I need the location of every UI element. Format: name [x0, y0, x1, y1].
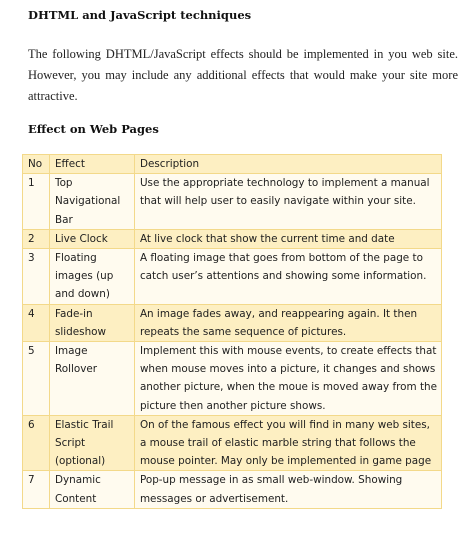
cell-effect: Top Navigational Bar: [49, 174, 134, 230]
section-title: Effect on Web Pages: [28, 122, 159, 136]
header-effect: Effect: [49, 155, 134, 174]
cell-no: 6: [23, 415, 50, 471]
table-row: [23, 342, 442, 416]
cell-description: An image fades away, and reappearing again. It then repeats the same sequence of pictures.: [134, 304, 441, 341]
effects-table: [22, 154, 442, 509]
intro-paragraph: The following DHTML/JavaScript effects should be implemented in you web site. However, you may include any additional effects that would make your site more attractive.: [28, 47, 458, 103]
cell-effect: Live Clock: [49, 229, 134, 248]
cell-description: On of the famous effect you will find in many web sites, a mouse trail of elastic marble string that follows the mouse pointer. May only be implemented in game page: [134, 415, 441, 471]
cell-effect: Dynamic Content: [49, 471, 134, 508]
cell-no: 4: [23, 304, 50, 341]
cell-description: At live clock that show the current time and date: [134, 229, 441, 248]
cell-description: Implement this with mouse events, to create effects that when mouse moves into a picture, it changes and shows another picture, when the moue is moved away from the picture then another picture shows.: [134, 342, 441, 416]
cell-description: Use the appropriate technology to implement a manual that will help user to easily navigate within your site.: [134, 174, 441, 230]
table-row: [23, 229, 442, 248]
header-no: No: [23, 155, 50, 174]
table-row: [23, 471, 442, 508]
table-row: [23, 304, 442, 341]
cell-no: 7: [23, 471, 50, 508]
cell-no: 2: [23, 229, 50, 248]
cell-no: 3: [23, 249, 50, 305]
cell-description: A floating image that goes from bottom of the page to catch user’s attentions and showing some information.: [134, 249, 441, 305]
table-row: [23, 249, 442, 305]
cell-effect: Fade-in slideshow: [49, 304, 134, 341]
cell-effect: Floating images (up and down): [49, 249, 134, 305]
cell-effect: Elastic Trail Script (optional): [49, 415, 134, 471]
cell-description: Pop-up message in as small web-window. Showing messages or advertisement.: [134, 471, 441, 508]
header-description: Description: [134, 155, 441, 174]
table-row: [23, 174, 442, 230]
cell-no: 5: [23, 342, 50, 416]
cell-no: 1: [23, 174, 50, 230]
document-title: DHTML and JavaScript techniques: [28, 8, 252, 22]
table-header-row: [23, 155, 442, 174]
cell-effect: Image Rollover: [49, 342, 134, 416]
table-row: [23, 415, 442, 471]
